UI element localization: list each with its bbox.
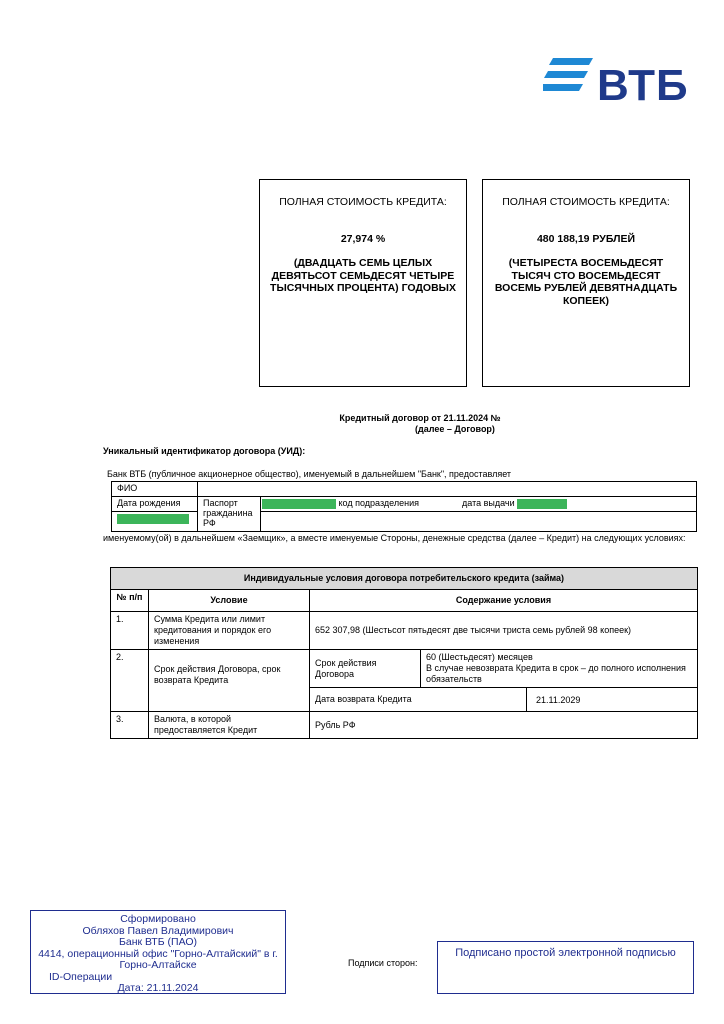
cost-caption: ПОЛНАЯ СТОИМОСТЬ КРЕДИТА: [279,196,447,208]
uid-label: Уникальный идентификатор договора (УИД): [103,446,306,456]
fio-value [198,482,697,497]
passport-value [261,497,697,512]
division-label: код подразделения [338,498,419,508]
repay-date-label: Дата возврата Кредита [315,694,412,704]
cost-box-rubles [482,179,690,387]
cost-value: 27,974 % [340,233,386,245]
formed-stamp [30,910,286,994]
row-content: 652 307,98 (Шестьсот пятьдесят две тысячи триста семь рублей 98 копеек) [310,612,698,650]
contract-title-line2: (далее – Договор) [415,424,495,434]
row-sub-label: Срок действия Договора [310,650,421,688]
stamp-line: 4414, операционный офис "Горно-Алтайский" в г. Горно-Алтайске [38,947,278,971]
cost-value: 480 188,19 РУБЛЕЙ [536,233,636,245]
conditions-title: Индивидуальные условия договора потребительского кредита (займа) [111,568,698,590]
contract-title-line1: Кредитный договор от 21.11.2024 № [339,413,501,423]
repay-date-value: 21.11.2029 [536,695,581,705]
logo-text: ВТБ [597,61,689,110]
passport-label: Паспорт гражданина РФ [198,497,261,532]
stamp-line: Сформировано [120,913,196,925]
term-note: В случае невозврата Кредита в срок – до полного исполнения обязательств [426,663,686,684]
issue-label: дата выдачи [462,498,515,508]
passport-extra [261,512,697,532]
term-months: 60 (Шестьдесят) месяцев [426,652,533,662]
stamp-line: Банк ВТБ (ПАО) [118,936,198,948]
col-content: Содержание условия [310,590,698,612]
row-num: 1. [111,612,149,650]
birth-value [112,512,198,532]
redacted-bar [117,514,189,524]
table-row [111,712,698,739]
table-row [111,612,698,650]
table-row [111,650,698,688]
signed-stamp [437,941,694,994]
contract-title [200,413,640,435]
col-condition: Условие [149,590,310,612]
named-paragraph: именуемому(ой) в дальнейшем «Заемщик», а вместе именуемые Стороны, денежные средства (далее – Кредит) на следующих условиях: [103,533,686,543]
bank-intro: Банк ВТБ (публичное акционерное общество), именуемый в дальнейшем "Банк", предоставляет [107,469,512,479]
row-condition: Срок действия Договора, срок возврата Кредита [149,650,310,712]
redacted-bar [262,499,336,509]
cost-caption: ПОЛНАЯ СТОИМОСТЬ КРЕДИТА: [502,196,670,208]
row-content: Рубль РФ [310,712,698,739]
signed-text: Подписано простой электронной подписью [455,947,676,959]
signatures-label: Подписи сторон: [348,958,418,968]
repay-date-cell [310,688,698,712]
stamp-line: ID-Операции [49,970,113,983]
row-num: 2. [111,650,149,712]
stamp-line: Дата: 21.11.2024 [117,982,199,994]
stamp-line: Обляхов Павел Владимирович [82,924,234,937]
row-num: 3. [111,712,149,739]
redacted-bar [517,499,567,509]
conditions-table [110,567,698,739]
row-sub-value [421,650,698,688]
col-num: № п/п [111,590,149,612]
birth-label: Дата рождения [112,497,198,512]
borrower-table [111,481,697,532]
cost-box-percent [259,179,467,387]
row-condition: Сумма Кредита или лимит кредитования и порядок его изменения [149,612,310,650]
cost-words: (ЧЕТЫРЕСТА ВОСЕМЬДЕСЯТ ТЫСЯЧ СТО ВОСЕМЬДЕСЯТ ВОСЕМЬ РУБЛЕЙ ДЕВЯТНАДЦАТЬ КОПЕЕК) [494,257,678,307]
fio-label: ФИО [112,482,198,497]
vtb-logo [543,56,693,112]
vtb-stripes-icon [543,58,593,98]
cost-words: (ДВАДЦАТЬ СЕМЬ ЦЕЛЫХ ДЕВЯТЬСОТ СЕМЬДЕСЯТ ЧЕТЫРЕ ТЫСЯЧНЫХ ПРОЦЕНТА) ГОДОВЫХ [270,257,456,294]
row-condition: Валюта, в которой предоставляется Кредит [149,712,310,739]
